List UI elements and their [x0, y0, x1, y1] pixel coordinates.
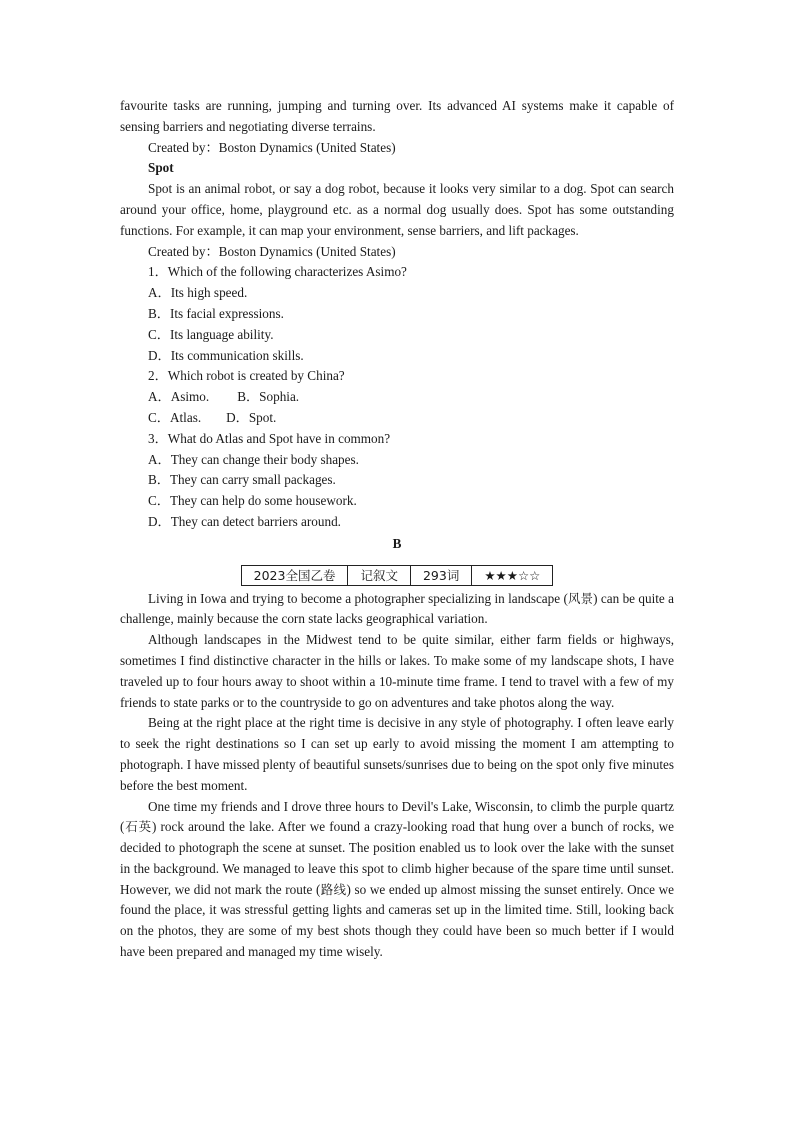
passage-b-paragraph-2: Although landscapes in the Midwest tend to be quite similar, either farm fields or highways, sometimes I find distinctive character in the hills or lakes. To make some of my landscape shots, I have traveled up to four hours away to shoot within a 10-minute time frame. I tend to travel with a few of my friends to state parks or to the countryside to go on adventures and take photos along the way.: [120, 632, 674, 710]
question-2-stem: 2．Which robot is created by China?: [148, 368, 345, 384]
question-3-option-c: C．They can help do some housework.: [148, 493, 357, 509]
question-2-options-row-1: [120, 387, 674, 408]
section-b-heading: B: [392, 535, 402, 551]
meta-genre: 记叙文: [348, 565, 411, 585]
meta-word-count: 293词: [410, 565, 471, 585]
question-2-option-a: A．Asimo.: [148, 389, 210, 405]
document-page: [120, 96, 674, 963]
passage-b-paragraph-4: One time my friends and I drove three hours to Devil's Lake, Wisconsin, to climb the purple quartz (石英) rock around the lake. After we found a crazy-looking road that hung over a bunch of rocks, we decided to photograph the scene at sunset. The position enabled us to look over the lake with the sunset in the background. We managed to leave this spot to climb higher because of the spare time until sunset. However, we did not mark the route (路线) so we ended up almost missing the sunset entirely. Once we found the place, it was stressful getting lights and cameras set up in the limited time. Still, looking back on the photos, they are some of my best shots though they could have been so much better if I would have been prepared and managed my time wisely.: [120, 798, 674, 960]
atlas-created-by: Created by：Boston Dynamics (United States): [148, 139, 396, 155]
question-2-option-d: D．Spot.: [226, 409, 277, 425]
passage-b-paragraph-1: Living in Iowa and trying to become a photographer specializing in landscape (风景) can be quite a challenge, mainly because the corn state lacks geographical variation.: [120, 590, 674, 627]
question-1-option-b: B．Its facial expressions.: [148, 305, 284, 321]
question-2-option-b: B．Sophia.: [237, 389, 300, 405]
question-1-stem: 1．Which of the following characterizes Asimo?: [148, 264, 407, 280]
question-3-option-a: A．They can change their body shapes.: [148, 451, 359, 467]
spot-description: Spot is an animal robot, or say a dog robot, because it looks very similar to a dog. Spot can search around your office, home, playground etc. as a normal dog usually does. Spot has some outstanding functions. For example, it can map your environment, sense barriers, and lift packages.: [120, 181, 674, 238]
question-2-option-c: C．Atlas.: [148, 409, 202, 425]
question-1-option-d: D．Its communication skills.: [148, 347, 304, 363]
question-1-option-a: A．Its high speed.: [148, 285, 248, 301]
question-1-option-c: C．Its language ability.: [148, 326, 274, 342]
passage-b-paragraph-3: Being at the right place at the right time is decisive in any style of photography. I often leave early to seek the right destinations so I can set up early to avoid missing the moment I am attempting to photograph. I have missed plenty of beautiful sunsets/sunrises due to being on the spot only five minutes before the best moment.: [120, 715, 674, 793]
spot-created-by: Created by：Boston Dynamics (United States): [148, 243, 396, 259]
passage-meta-table-wrap: [120, 565, 674, 586]
gloss-quartz: 石英: [124, 819, 152, 835]
meta-difficulty-stars: ★★★☆☆: [472, 565, 553, 585]
question-3-option-b: B．They can carry small packages.: [148, 472, 336, 488]
gloss-route: 路线: [320, 881, 347, 897]
question-2-options-row-2: [120, 408, 674, 429]
meta-source: 2023全国乙卷: [241, 565, 348, 585]
question-3-option-d: D．They can detect barriers around.: [148, 513, 341, 529]
spot-heading: Spot: [148, 160, 174, 176]
passage-meta-table: [241, 565, 554, 586]
question-3-stem: 3．What do Atlas and Spot have in common?: [148, 430, 391, 446]
atlas-description-tail: favourite tasks are running, jumping and turning over. Its advanced AI systems make it capable of sensing barriers and negotiating diverse terrains.: [120, 98, 674, 134]
gloss-landscape: 风景: [567, 590, 594, 606]
